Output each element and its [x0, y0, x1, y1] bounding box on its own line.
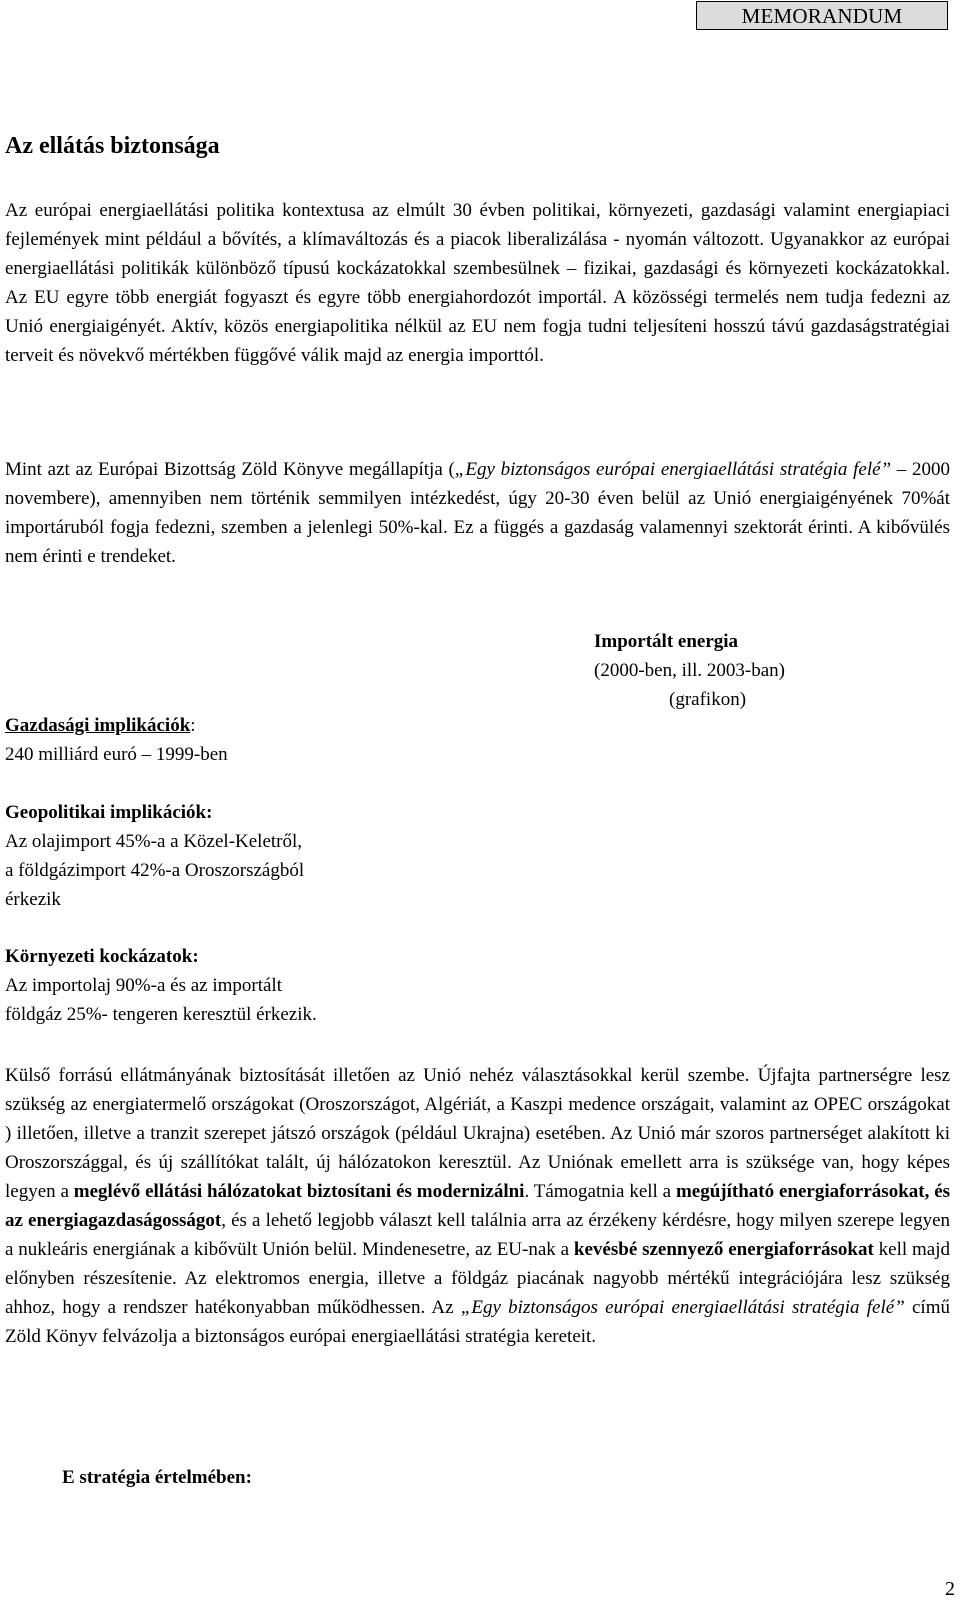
geopolitical-line-1: Az olajimport 45%-a a Közel-Keletről,	[5, 831, 303, 852]
geopolitical-line-2: a földgázimport 42%-a Oroszországból	[5, 860, 305, 881]
green-paper-title: „Egy biztonságos európai energiaellátási stratégia felé”	[454, 459, 892, 480]
strategy-heading: E stratégia értelmében:	[62, 1467, 252, 1488]
environmental-heading: Környezeti kockázatok:	[5, 946, 199, 967]
economic-heading: Gazdasági implikációk	[5, 715, 191, 736]
imported-energy-chart-note	[594, 627, 785, 714]
environmental-line-2: földgáz 25%- tengeren keresztül érkezik.	[5, 1004, 317, 1025]
green-paper-text-1: Mint azt az Európai Bizottság Zöld Könyve megállapítja (	[5, 459, 455, 480]
supply-text-3: , és a lehető legjobb választ kell találnia arra az érzékeny kérdésre, hogy milyen szerepe legyen a nukleáris energiának a kibővült Unión belül. Mindenesetre, az EU-nak a	[5, 1210, 950, 1260]
economic-heading-colon: :	[190, 715, 196, 736]
supply-bold-cleaner: kevésbé szennyező energiaforrásokat	[573, 1239, 874, 1260]
supply-text-2: . Támogatnia kell a	[524, 1181, 676, 1202]
external-supply-paragraph	[5, 1061, 950, 1351]
green-paper-text-2: – 2000 novembere), amennyiben nem történik semmilyen intézkedést, úgy 20-30 éven belül az Unió energiaigényének 70%át importáruból fogja fedezni, szemben a jelenlegi 50%-kal. Ez a függés a gazdaság valamennyi szektorát érinti. A kibővülés nem érinti e trendeket.	[5, 459, 951, 567]
environmental-line-1: Az importolaj 90%-a és az importált	[5, 975, 282, 996]
geopolitical-implications	[5, 798, 304, 914]
supply-green-paper-title: „Egy biztonságos európai energiaellátási stratégia felé”	[460, 1297, 905, 1318]
supply-text-5: című Zöld Könyv felvázolja a biztonságos európai energiaellátási stratégia kereteit.	[5, 1297, 950, 1347]
chart-note-title: Importált energia	[594, 631, 739, 652]
supply-bold-networks: meglévő ellátási hálózatokat biztosítani és modernizálni	[73, 1181, 525, 1202]
memorandum-label: MEMORANDUM	[696, 1, 948, 30]
page-number: 2	[945, 1578, 955, 1600]
chart-note-years: (2000-ben, ill. 2003-ban)	[594, 660, 786, 681]
chart-note-graph: (grafikon)	[669, 689, 747, 710]
geopolitical-line-3: érkezik	[5, 889, 61, 910]
economic-value: 240 milliárd euró – 1999-ben	[5, 744, 228, 765]
green-paper-paragraph	[5, 455, 950, 571]
intro-paragraph: Az európai energiaellátási politika kontextusa az elmúlt 30 évben politikai, környezeti, gazdasági valamint energiapiaci fejlemények mint például a bővítés, a klímaváltozás és a piacok liberalizálása - nyomán változott. Ugyanakkor az európai energiaellátási politikák különböző típusú kockázatokkal szembesülnek – fizikai, gazdasági és környezeti kockázatokkal. Az EU egyre több energiát fogyaszt és egyre több energiahordozót importál. A közösségi termelés nem tudja fedezni az Unió energiaigényét. Aktív, közös energiapolitika nélkül az EU nem fogja tudni teljesíteni hosszú távú gazdaságstratégiai terveit és növekvő mértékben függővé válik majd az energia importtól.	[5, 200, 950, 366]
supply-text-4: kell majd előnyben részesítenie. Az elektromos energia, illetve a földgáz piacának nagyobb mértékű integrációjára lesz szükség ahhoz, hogy a rendszer hatékonyabban működhessen. Az	[5, 1239, 950, 1318]
environmental-risks	[5, 942, 317, 1029]
supply-bold-renewables: megújítható energiaforrásokat, és az energiagazdaságosságot	[5, 1181, 951, 1231]
economic-implications	[5, 711, 228, 769]
section-title: Az ellátás biztonsága	[5, 133, 220, 159]
geopolitical-heading: Geopolitikai implikációk:	[5, 802, 213, 823]
supply-text-1: Külső forrású ellátmányának biztosítását illetően az Unió nehéz választásokkal kerül szembe. Újfajta partnerségre lesz szükség az energiatermelő országokat (Oroszországot, Algériát, a Kaszpi medence országait, valamint az OPEC országokat ) illetően, illetve a tranzit szerepet játszó országok (például Ukrajna) esetében. Az Unió már szoros partnerséget alakított ki Oroszországgal, és új szállítókat talált, új hálózatokon keresztül. Az Uniónak emellett arra is szüksége van, hogy képes legyen a	[5, 1065, 950, 1202]
